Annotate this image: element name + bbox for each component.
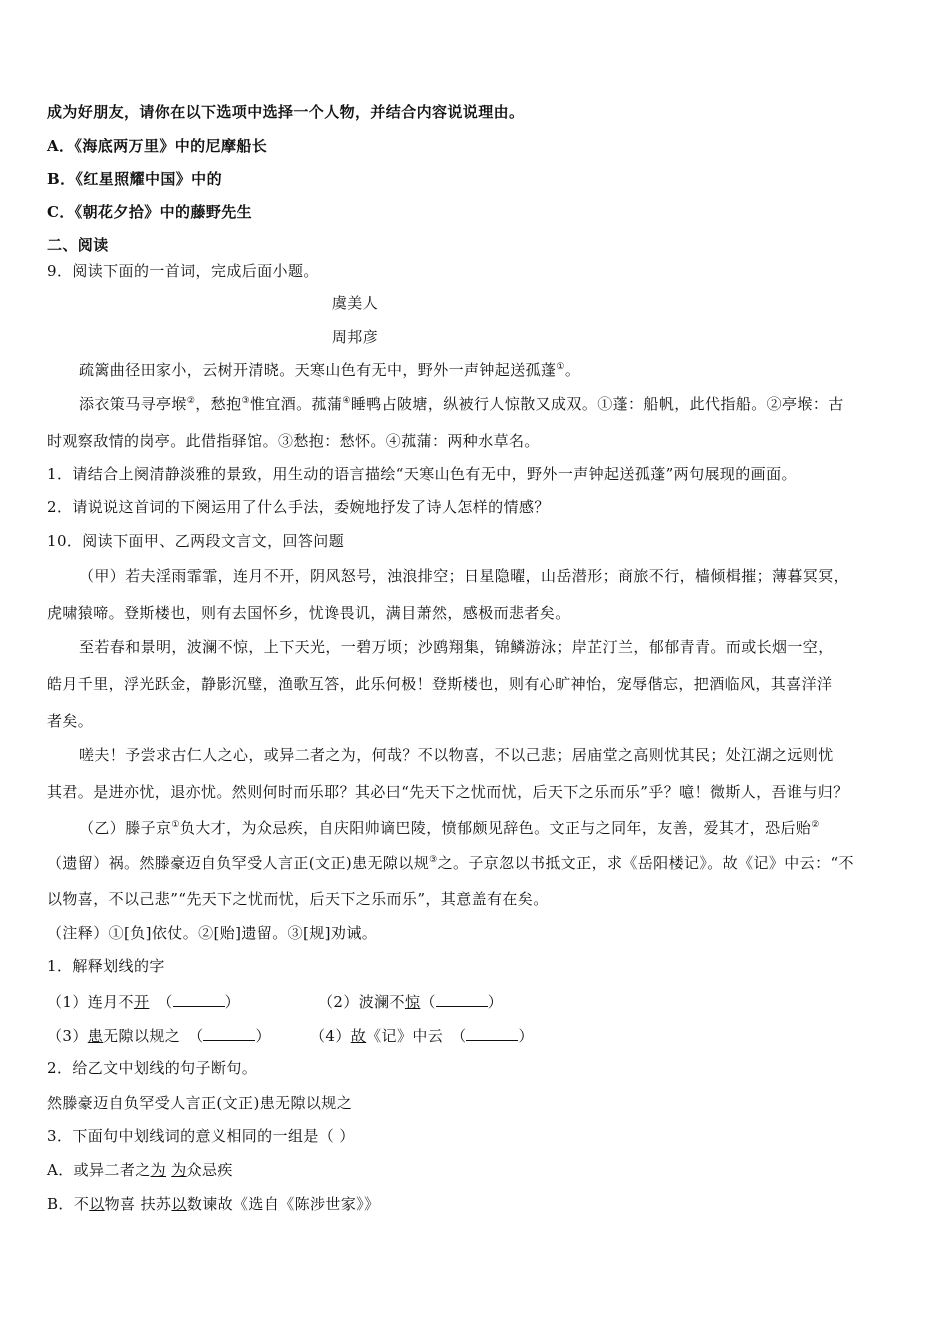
jia-para-2-line-1: 至若春和景明，波澜不惊，上下天光，一碧万顷；沙鸥翔集，锦鳞游泳；岸芷汀兰，郁郁青青。而或长烟一空， bbox=[79, 638, 834, 656]
q10-prompt: 10．阅读下面甲、乙两段文言文，回答问题 bbox=[47, 532, 345, 550]
q8-intro: 成为好朋友，请你在以下选项中选择一个人物，并结合内容说说理由。 bbox=[47, 103, 525, 121]
answer-blank[interactable] bbox=[173, 990, 225, 1007]
q9-sub-1: 1．请结合上阕清静淡雅的景致，用生动的语言描绘“天寒山色有无中，野外一声钟起送孤蓬”两句展现的画面。 bbox=[47, 465, 797, 483]
jia-para-2-line-3: 者矣。 bbox=[47, 712, 94, 730]
yi-line-1: （乙）滕子京①负大才，为众忌疾，自庆阳帅谪巴陵，愤郁颇见辞色。文正与之同年，友善，爱其才，恐后贻② bbox=[79, 819, 820, 837]
poem-title: 虞美人 bbox=[331, 294, 379, 312]
answer-blank[interactable] bbox=[466, 1024, 518, 1041]
sub3-option-b: B．不以物喜 扶苏以数谏故《选自《陈涉世家》》 bbox=[47, 1195, 380, 1213]
sub1-item-1: （1）连月不开 （ ） bbox=[47, 990, 240, 1012]
jia-para-1-line-2: 虎啸猿啼。登斯楼也，则有去国怀乡，忧谗畏讥，满目萧然，感极而悲者矣。 bbox=[47, 604, 571, 622]
sub3-option-a: A．或异二者之为 为众忌疾 bbox=[47, 1161, 233, 1179]
sub1-item-3: （3）患无隙以规之 （ ） bbox=[47, 1024, 271, 1046]
jia-para-1-line-1: （甲）若夫淫雨霏霏，连月不开，阴风怒号，浊浪排空；日星隐曜，山岳潜形；商旅不行，樯倾楫摧；薄暮冥冥， bbox=[79, 567, 850, 585]
answer-blank[interactable] bbox=[203, 1024, 255, 1041]
sub1-item-4: （4）故《记》中云 （ ） bbox=[310, 1024, 534, 1046]
q9-sub-2: 2．请说说这首词的下阕运用了什么手法，委婉地抒发了诗人怎样的情感？ bbox=[47, 498, 550, 516]
q10-sub-1: 1．解释划线的字 bbox=[47, 957, 165, 975]
poem-notes: 时观察敌情的岗亭。此借指驿馆。③愁抱：愁怀。④菰蒲：两种水草名。 bbox=[47, 432, 540, 450]
section-title: 二、阅读 bbox=[47, 236, 109, 254]
q8-option-b: B．《红星照耀中国》中的 bbox=[47, 170, 222, 188]
jia-para-2-line-2: 皓月千里，浮光跃金，静影沉璧，渔歌互答，此乐何极！登斯楼也，则有心旷神怡，宠辱偕忘，把酒临风，其喜洋洋 bbox=[47, 675, 833, 693]
poem-stanza-2: 添衣策马寻亭堠②，愁抱③惟宜酒。菰蒲④睡鸭占陂塘，纵被行人惊散又成双。①蓬：船帆，此代指船。②亭堠：古 bbox=[79, 395, 844, 413]
q10-sub-2: 2．给乙文中划线的句子断句。 bbox=[47, 1059, 258, 1077]
answer-blank[interactable] bbox=[436, 990, 488, 1007]
yi-line-2: （遗留）祸。然滕豪迈自负罕受人言正(文正)患无隙以规③之。子京忽以书抵文正，求《岳阳楼记》。故《记》中云：“不 bbox=[47, 854, 854, 872]
q10-sub-3: 3．下面句中划线词的意义相同的一组是（ ） bbox=[47, 1127, 355, 1145]
poem-stanza-1: 疏篱曲径田家小，云树开清晓。天寒山色有无中，野外一声钟起送孤蓬①。 bbox=[79, 361, 581, 379]
jia-para-3-line-1: 嗟夫！予尝求古仁人之心，或异二者之为，何哉？不以物喜，不以己悲；居庙堂之高则忧其民；处江湖之远则忧 bbox=[79, 746, 834, 764]
q8-option-c: C．《朝花夕拾》中的藤野先生 bbox=[47, 203, 253, 221]
sub1-item-2: （2）波澜不惊（ ） bbox=[318, 990, 503, 1012]
poem-author: 周邦彦 bbox=[331, 328, 379, 346]
q9-prompt: 9．阅读下面的一首词，完成后面小题。 bbox=[47, 262, 319, 280]
jia-para-3-line-2: 其君。是进亦忧，退亦忧。然则何时而乐耶？其必曰“先天下之忧而忧，后天下之乐而乐”乎？噫！微斯人，吾谁与归？ bbox=[47, 783, 849, 801]
yi-line-3: 以物喜，不以己悲”“先天下之忧而忧，后天下之乐而乐”，其意盖有在矣。 bbox=[47, 890, 549, 908]
annotation-note: （注释）①[负]依仗。②[贻]遗留。③[规]劝诫。 bbox=[47, 924, 378, 942]
q8-option-a: A．《海底两万里》中的尼摩船长 bbox=[47, 137, 268, 155]
sub2-sentence: 然滕豪迈自负罕受人言正(文正)患无隙以规之 bbox=[47, 1094, 353, 1112]
